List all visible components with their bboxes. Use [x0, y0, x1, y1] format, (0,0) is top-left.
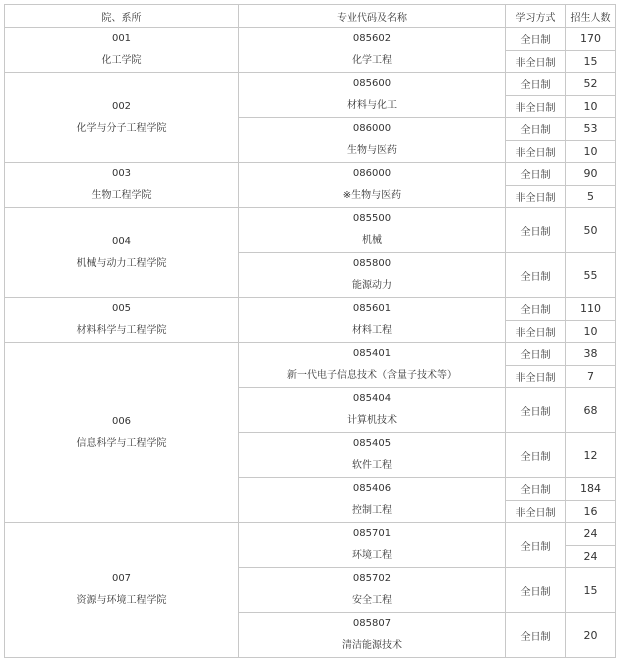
major-cell: [239, 298, 506, 343]
study-mode-cell: 非全日制: [506, 500, 566, 523]
code-text: 085500: [352, 213, 392, 224]
study-mode-cell: 全日制: [506, 118, 566, 141]
code-text: 004: [111, 235, 132, 247]
table-row: [5, 343, 616, 366]
enrollment-table: [4, 4, 616, 658]
code-text: 085406: [352, 483, 392, 494]
major-cell: [239, 28, 506, 73]
code-text: 085405: [352, 438, 392, 449]
code-text: 085807: [352, 618, 392, 629]
table-row: [5, 523, 616, 546]
enrollment-count-cell: 52: [566, 73, 616, 96]
name-text: 信息科学与工程学院: [76, 437, 167, 449]
code-text: 085404: [352, 393, 392, 404]
major-cell: [239, 73, 506, 118]
study-mode-cell: 全日制: [506, 253, 566, 298]
enrollment-count-cell: 10: [566, 320, 616, 343]
header-row: [5, 5, 616, 28]
department-cell: [5, 163, 239, 208]
code-text: 085702: [352, 573, 392, 584]
enrollment-count-cell: 10: [566, 140, 616, 163]
study-mode-cell: 非全日制: [506, 95, 566, 118]
code-text: 002: [111, 100, 132, 112]
major-cell: [239, 388, 506, 433]
enrollment-count-cell: 20: [566, 613, 616, 658]
name-text: 能源动力: [352, 280, 392, 291]
code-text: 085600: [352, 78, 392, 89]
enrollment-count-cell: 110: [566, 298, 616, 321]
header-enrollment-count: 招生人数: [566, 5, 616, 28]
name-text: 机械: [362, 235, 382, 246]
study-mode-cell: 非全日制: [506, 50, 566, 73]
study-mode-cell: 非全日制: [506, 140, 566, 163]
enrollment-count-cell: 170: [566, 28, 616, 51]
enrollment-count-cell: 38: [566, 343, 616, 366]
study-mode-cell: 非全日制: [506, 185, 566, 208]
study-mode-cell: 全日制: [506, 298, 566, 321]
enrollment-count-cell: 90: [566, 163, 616, 186]
major-cell: [239, 118, 506, 163]
enrollment-count-cell: 50: [566, 208, 616, 253]
name-text: 资源与环境工程学院: [76, 595, 167, 606]
name-text: 机械与动力工程学院: [76, 257, 167, 269]
enrollment-count-cell: 16: [566, 500, 616, 523]
study-mode-cell: 全日制: [506, 208, 566, 253]
code-text: 007: [111, 573, 132, 584]
code-text: 086000: [352, 168, 392, 179]
study-mode-cell: 全日制: [506, 388, 566, 433]
major-cell: [239, 433, 506, 478]
code-text: 085401: [352, 348, 392, 359]
study-mode-cell: 全日制: [506, 568, 566, 613]
department-cell: [5, 523, 239, 658]
name-text: 环境工程: [352, 550, 392, 561]
code-text: 085701: [352, 528, 392, 539]
code-text: 085602: [352, 33, 392, 44]
name-text: ※生物与医药: [342, 190, 402, 201]
study-mode-cell: 全日制: [506, 478, 566, 501]
major-cell: [239, 253, 506, 298]
study-mode-cell: 全日制: [506, 163, 566, 186]
name-text: 新一代电子信息技术（含量子技术等）: [287, 370, 457, 381]
code-text: 085800: [352, 258, 392, 269]
enrollment-count-cell: 15: [566, 568, 616, 613]
enrollment-count-cell: 55: [566, 253, 616, 298]
table-row: [5, 298, 616, 321]
enrollment-count-cell: 15: [566, 50, 616, 73]
study-mode-cell: 全日制: [506, 613, 566, 658]
department-cell: [5, 343, 239, 523]
study-mode-cell: 全日制: [506, 73, 566, 96]
enrollment-count-cell: 10: [566, 95, 616, 118]
name-text: 生物工程学院: [91, 190, 152, 201]
code-text: 003: [111, 168, 132, 179]
enrollment-count-cell: 24: [566, 545, 616, 568]
major-cell: [239, 523, 506, 568]
enrollment-count-cell: 7: [566, 365, 616, 388]
code-text: 001: [111, 33, 132, 44]
enrollment-count-cell: 24: [566, 523, 616, 546]
study-mode-cell: 全日制: [506, 28, 566, 51]
enrollment-count-cell: 68: [566, 388, 616, 433]
department-cell: [5, 298, 239, 343]
header-department: 院、系所: [5, 5, 239, 28]
major-cell: [239, 568, 506, 613]
department-cell: [5, 73, 239, 163]
study-mode-cell: 全日制: [506, 523, 566, 568]
header-study-mode: 学习方式: [506, 5, 566, 28]
study-mode-cell: 全日制: [506, 433, 566, 478]
name-text: 软件工程: [352, 460, 392, 471]
table-body: [5, 28, 616, 658]
name-text: 材料与化工: [347, 100, 397, 111]
name-text: 控制工程: [352, 505, 392, 516]
major-cell: [239, 208, 506, 253]
table-row: [5, 73, 616, 96]
study-mode-cell: 非全日制: [506, 365, 566, 388]
code-text: 006: [111, 415, 132, 427]
name-text: 化学工程: [352, 55, 392, 66]
name-text: 化工学院: [101, 55, 142, 66]
table-row: [5, 28, 616, 51]
name-text: 清洁能源技术: [342, 640, 402, 651]
name-text: 材料工程: [352, 325, 392, 336]
code-text: 085601: [352, 303, 392, 314]
department-cell: [5, 28, 239, 73]
study-mode-cell: 非全日制: [506, 320, 566, 343]
name-text: 化学与分子工程学院: [76, 122, 167, 134]
table-row: [5, 163, 616, 186]
enrollment-count-cell: 184: [566, 478, 616, 501]
code-text: 005: [111, 303, 132, 314]
code-text: 086000: [352, 123, 392, 134]
major-cell: [239, 478, 506, 523]
name-text: 生物与医药: [347, 145, 397, 156]
major-cell: [239, 163, 506, 208]
name-text: 安全工程: [352, 595, 392, 606]
header-major: 专业代码及名称: [239, 5, 506, 28]
major-cell: [239, 613, 506, 658]
department-cell: [5, 208, 239, 298]
name-text: 计算机技术: [347, 415, 397, 426]
table-row: [5, 208, 616, 231]
enrollment-count-cell: 12: [566, 433, 616, 478]
major-cell: [239, 343, 506, 388]
enrollment-count-cell: 53: [566, 118, 616, 141]
enrollment-count-cell: 5: [566, 185, 616, 208]
study-mode-cell: 全日制: [506, 343, 566, 366]
name-text: 材料科学与工程学院: [76, 325, 167, 336]
